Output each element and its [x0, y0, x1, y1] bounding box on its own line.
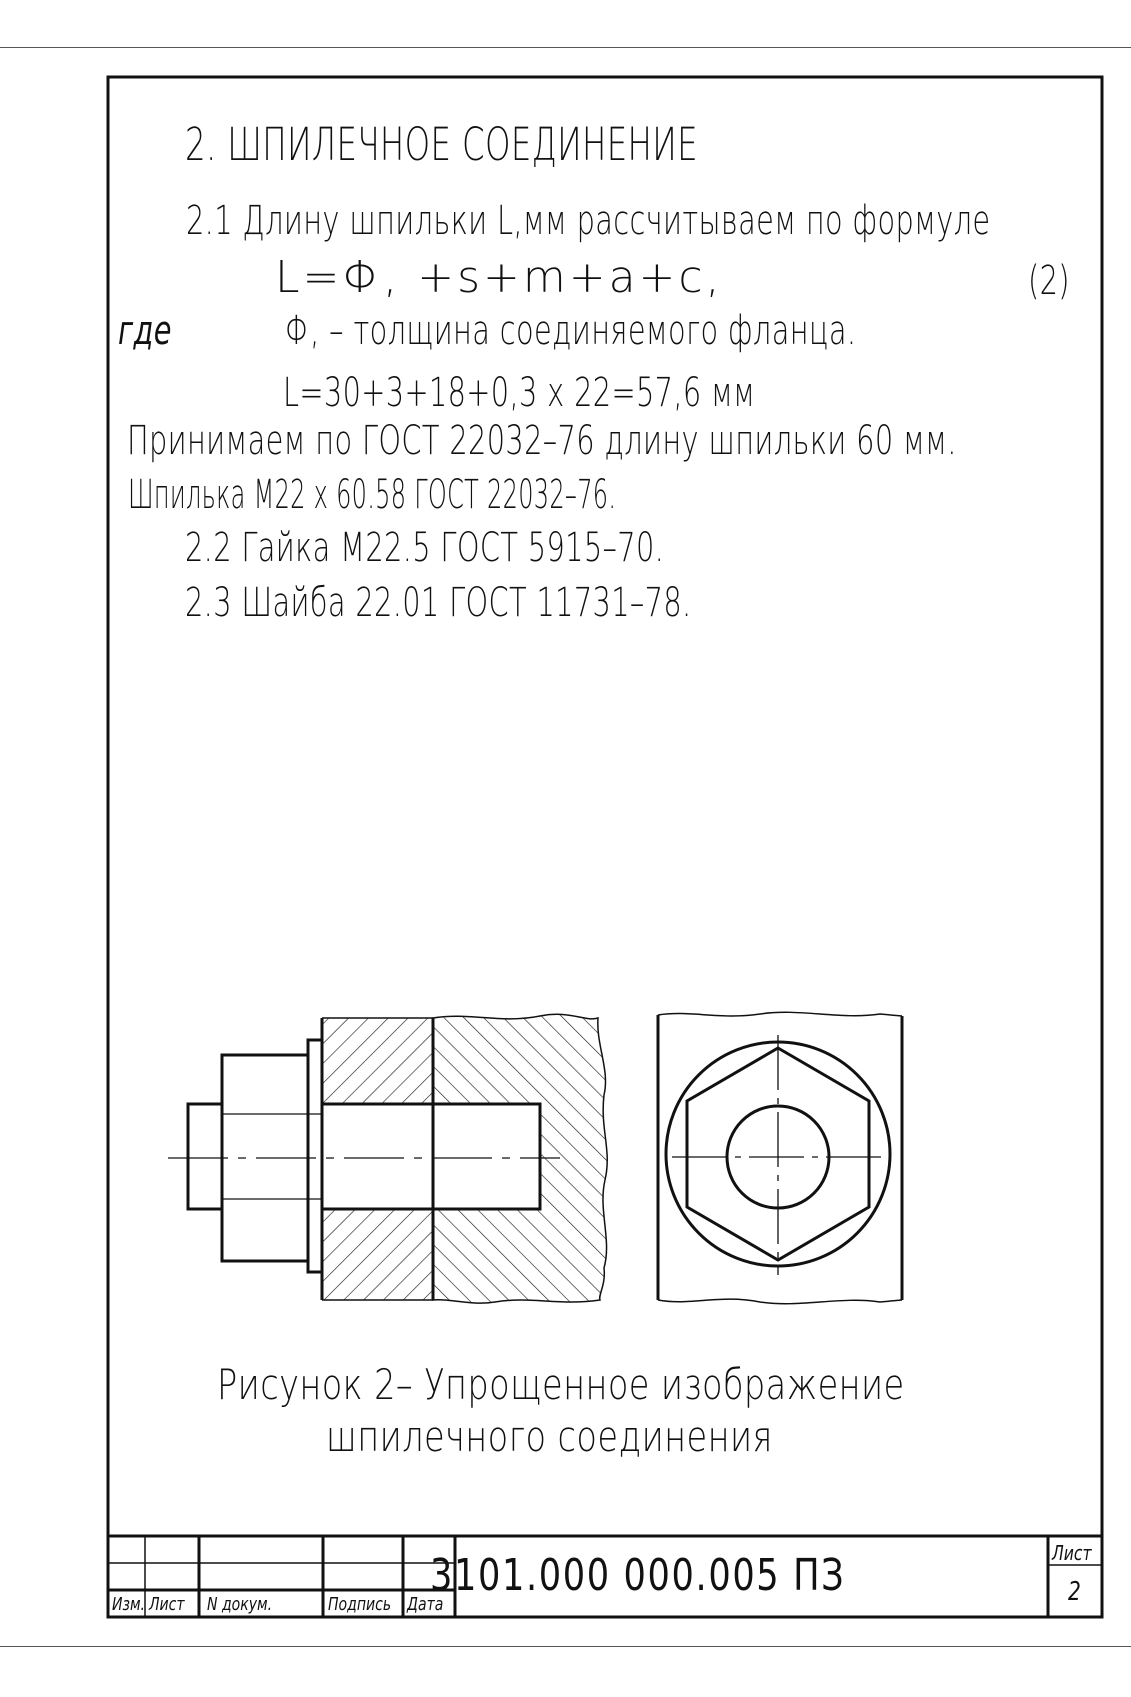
- col-ndokum-label: N докум.: [207, 1594, 273, 1615]
- formula: L=Φ, +s+m+a+c,: [275, 252, 723, 303]
- front-view: [658, 1012, 902, 1303]
- nut-line: 2.2 Гайка М22.5 ГОСТ 5915–70.: [185, 525, 665, 571]
- col-data-label: Дата: [407, 1594, 444, 1615]
- col-izm-label: Изм.: [112, 1594, 146, 1615]
- col-list-label: Лист: [149, 1594, 185, 1615]
- calculation-line: L=30+3+18+0,3 x 22=57,6 мм: [283, 370, 756, 416]
- stud-line: Шпилька М22 х 60.58 ГОСТ 22032–76.: [128, 472, 617, 518]
- where-word: где: [118, 308, 172, 354]
- side-section-view: [168, 1014, 607, 1303]
- accept-line: Принимаем по ГОСТ 22032–76 длину шпильки 60 мм.: [127, 418, 957, 464]
- col-podpis-label: Подпись: [328, 1594, 392, 1615]
- figure-caption-line2: шпилечного соединения: [326, 1412, 773, 1461]
- figure-caption-line1: Рисунок 2– Упрощенное изображение: [217, 1360, 905, 1409]
- paragraph-2-1: 2.1 Длину шпильки L,мм рассчитываем по формуле: [186, 198, 991, 244]
- sheet-number: 2: [1068, 1577, 1081, 1607]
- washer-line: 2.3 Шайба 22.01 ГОСТ 11731–78.: [185, 580, 692, 626]
- document-code: 3101.000 000.005 ПЗ: [430, 1550, 846, 1601]
- where-text: Φ, – толщина соединяемого фланца.: [285, 308, 857, 354]
- section-heading: 2. ШПИЛЕЧНОЕ СОЕДИНЕНИЕ: [185, 118, 698, 171]
- formula-number: (2): [1028, 258, 1070, 304]
- sheet-label: Лист: [1052, 1541, 1092, 1565]
